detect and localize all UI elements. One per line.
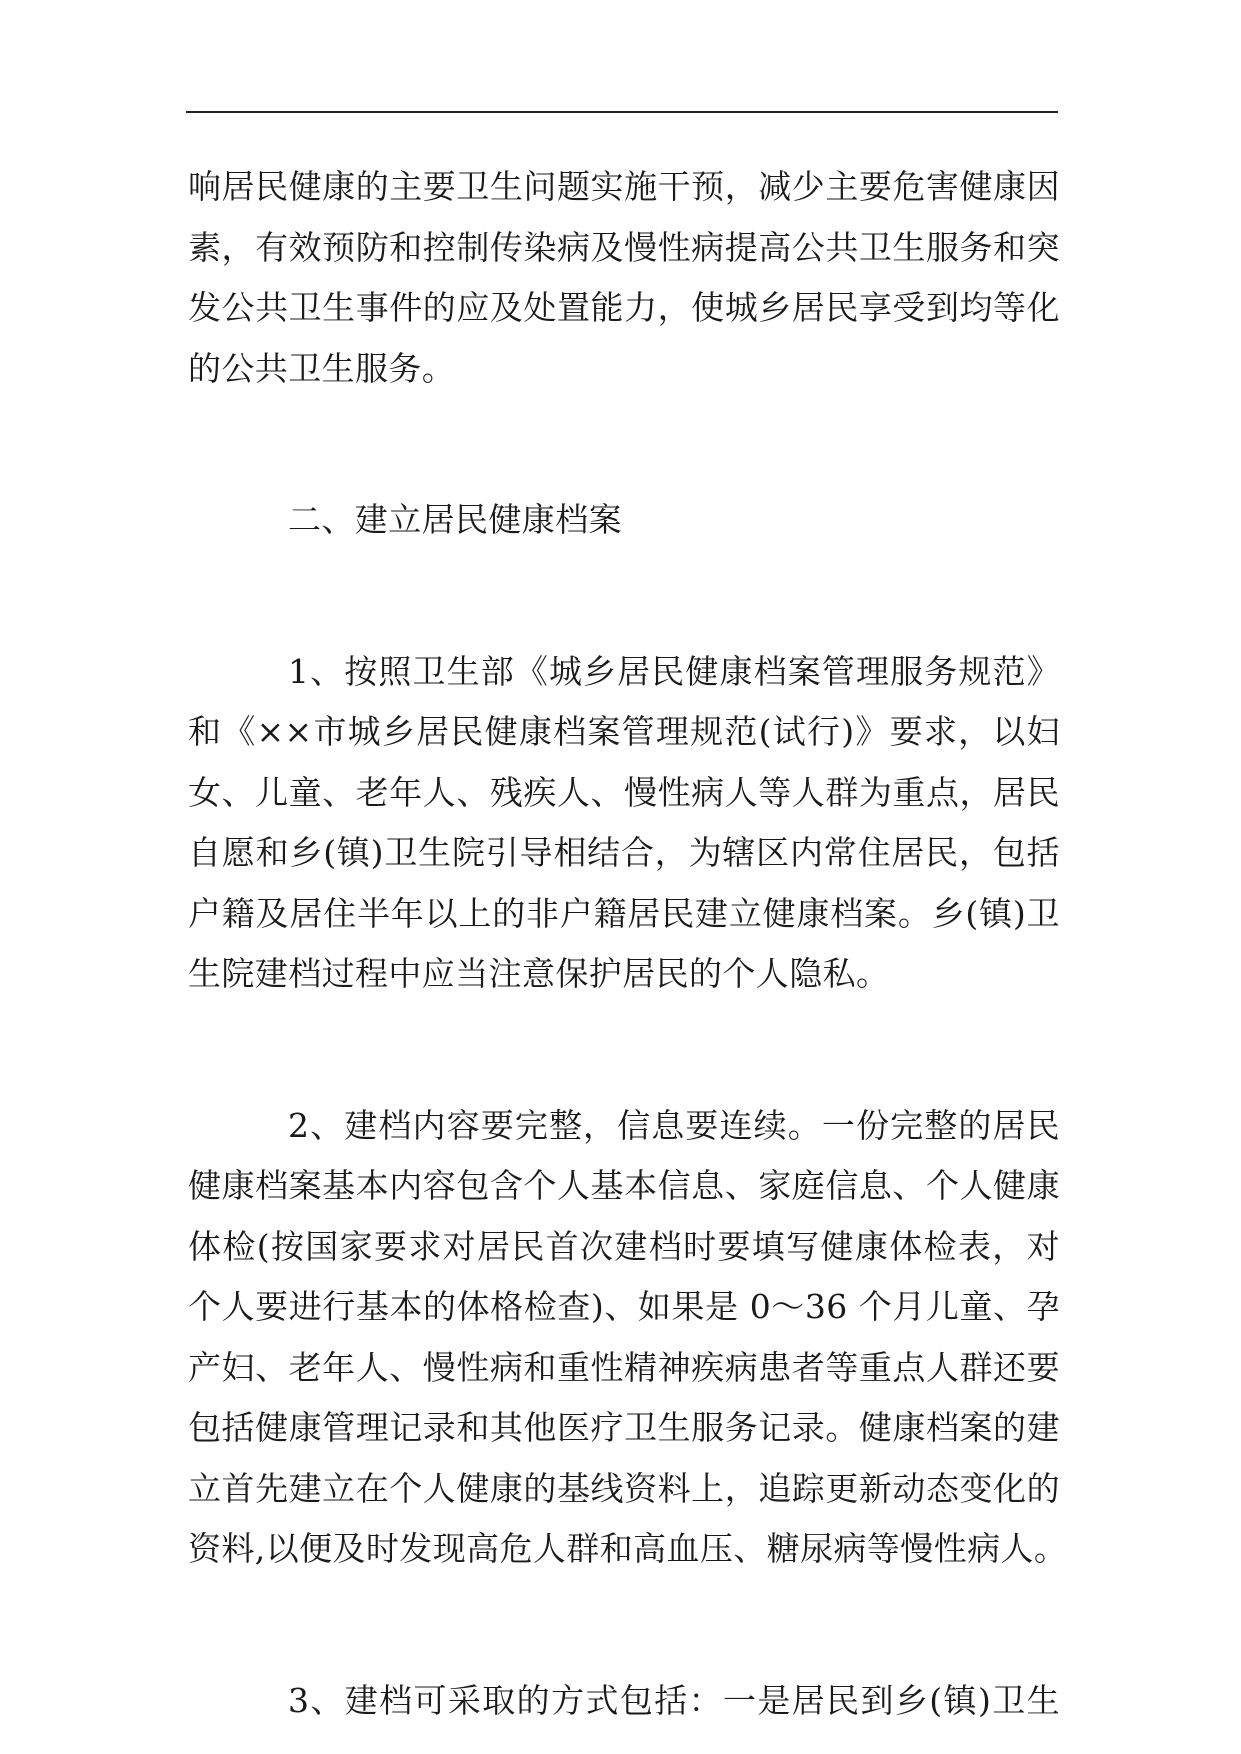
text-line: 生院建档过程中应当注意保护居民的个人隐私。 xyxy=(188,954,890,993)
text-line: 和《××市城乡居民健康档案管理规范(试行)》要求，以妇 xyxy=(188,712,1060,751)
text-line: 女、儿童、老年人、残疾人、慢性病人等人群为重点，居民 xyxy=(188,772,1060,812)
text-line: 立首先建立在个人健康的基线资料上，追踪更新动态变化的 xyxy=(188,1468,1060,1508)
text-line: 体检(按国家要求对居民首次建档时要填写健康体检表，对 xyxy=(188,1226,1060,1266)
text-line: 资料,以便及时发现高危人群和高血压、糖尿病等慢性病人。 xyxy=(188,1529,1068,1568)
text-line: 健康档案基本内容包含个人基本信息、家庭信息、个人健康 xyxy=(188,1166,1060,1205)
text-line: 2、建档内容要完整，信息要连续。一份完整的居民 xyxy=(288,1105,1060,1145)
text-line: 产妇、老年人、慢性病和重性精神疾病患者等重点人群还要 xyxy=(188,1347,1060,1387)
paragraph-intro xyxy=(188,157,1060,399)
paragraph-3 xyxy=(188,1671,1060,1732)
document-body xyxy=(188,157,1068,1731)
paragraph-1 xyxy=(188,642,1060,1005)
text-line: 响居民健康的主要卫生问题实施干预，减少主要危害健康因 xyxy=(188,167,1060,206)
section-heading: 二、建立居民健康档案 xyxy=(288,500,622,539)
text-line: 的公共卫生服务。 xyxy=(188,348,456,388)
text-line: 自愿和乡(镇)卫生院引导相结合，为辖区内常住居民，包括 xyxy=(188,833,1060,872)
text-line: 3、建档可采取的方式包括：一是居民到乡(镇)卫生 xyxy=(288,1680,1060,1720)
text-line: 包括健康管理记录和其他医疗卫生服务记录。健康档案的建 xyxy=(188,1408,1060,1447)
text-line: 个人要进行基本的体格检查)、如果是 0～36 个月儿童、孕 xyxy=(188,1287,1060,1326)
text-line: 1、按照卫生部《城乡居民健康档案管理服务规范》 xyxy=(288,651,1060,691)
text-line: 发公共卫生事件的应及处置能力，使城乡居民享受到均等化 xyxy=(188,288,1060,327)
paragraph-2 xyxy=(188,1096,1068,1580)
header-rule xyxy=(186,111,1058,113)
text-line: 户籍及居住半年以上的非户籍居民建立健康档案。乡(镇)卫 xyxy=(188,893,1060,933)
text-line: 素，有效预防和控制传染病及慢性病提高公共卫生服务和突 xyxy=(188,227,1060,267)
